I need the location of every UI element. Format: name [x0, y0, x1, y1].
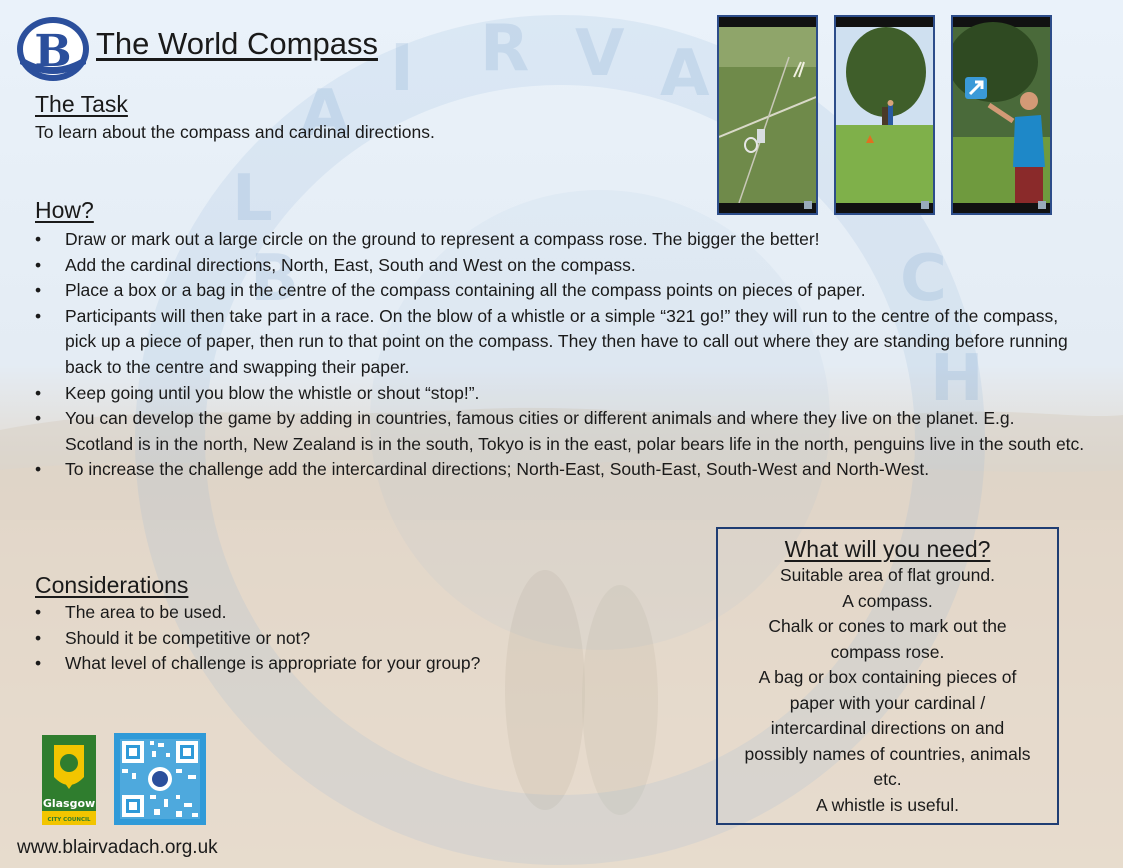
svg-text:Glasgow: Glasgow — [42, 797, 96, 810]
list-item: etc. — [873, 769, 902, 789]
need-heading: What will you need? — [784, 536, 991, 562]
list-item: • You can develop the game by adding in countries, famous cities or different animals and where they live on the planet. E.g. Scotland is in the north, New Zealand is in the south, Tokyo is in the east, polar bears life in the north, penguins live in the south etc. — [35, 406, 1085, 457]
qr-code[interactable] — [114, 733, 206, 825]
svg-text:I: I — [390, 32, 414, 106]
glasgow-city-council-logo — [42, 735, 96, 825]
list-item: • What level of challenge is appropriate for your group? — [35, 651, 655, 677]
list-item: intercardinal directions on and — [770, 718, 1005, 738]
list-item: A compass. — [842, 590, 933, 611]
how-heading: How? — [35, 197, 94, 223]
svg-text:H: H — [930, 342, 984, 416]
list-item: A whistle is useful. — [816, 794, 959, 815]
page-title: The World Compass — [96, 26, 378, 61]
photo-compass-ground — [717, 15, 818, 215]
svg-text:B: B — [34, 26, 72, 77]
need-list — [718, 563, 1057, 818]
list-item: • The area to be used. — [35, 600, 655, 626]
considerations-list — [35, 600, 655, 677]
list-item: A bag or box containing pieces of — [758, 667, 1017, 687]
svg-text:CITY COUNCIL: CITY COUNCIL — [47, 817, 91, 823]
what-you-need-box — [716, 527, 1059, 825]
list-item: compass rose. — [830, 641, 945, 662]
how-list — [35, 227, 1085, 483]
task-text: To learn about the compass and cardinal directions. — [35, 122, 435, 142]
website-url[interactable]: www.blairvadach.org.uk — [17, 837, 218, 858]
list-item: • Draw or mark out a large circle on the ground to represent a compass rose. The bigger the better! — [35, 227, 1085, 253]
list-item: possibly names of countries, animals — [744, 743, 1031, 764]
svg-text:A: A — [300, 77, 350, 151]
svg-text:A: A — [660, 37, 710, 111]
list-item: • Place a box or a bag in the centre of the compass containing all the compass points on pieces of paper. — [35, 278, 1085, 304]
svg-text:C: C — [900, 242, 947, 316]
list-item: Chalk or cones to mark out the — [768, 616, 1007, 636]
list-item: paper with your cardinal / — [789, 692, 986, 713]
svg-text:L: L — [232, 162, 273, 236]
list-item: Suitable area of flat ground. — [779, 565, 995, 585]
svg-text:V: V — [575, 17, 625, 91]
svg-text:B: B — [250, 242, 299, 316]
list-item: • Should it be competitive or not? — [35, 626, 655, 652]
list-item: • Participants will then take part in a race. On the blow of a whistle or a simple “321 go!” they will run to the centre of the compass, pick up a piece of paper, then run to that point on the compass. They then have to call out where they are standing before running back to the centre and swapping their paper. — [35, 304, 1085, 381]
list-item: • Keep going until you blow the whistle or shout “stop!”. — [35, 381, 1085, 407]
list-item: • Add the cardinal directions, North, East, South and West on the compass. — [35, 253, 1085, 279]
photo-park-runner — [834, 15, 935, 215]
photo-instructor-arrow — [951, 15, 1052, 215]
task-heading: The Task — [35, 91, 128, 117]
svg-text:R: R — [480, 12, 530, 86]
blairvadach-logo — [16, 16, 90, 82]
considerations-heading: Considerations — [35, 572, 189, 598]
list-item: • To increase the challenge add the intercardinal directions; North-East, South-East, South-West and North-West. — [35, 457, 1085, 483]
